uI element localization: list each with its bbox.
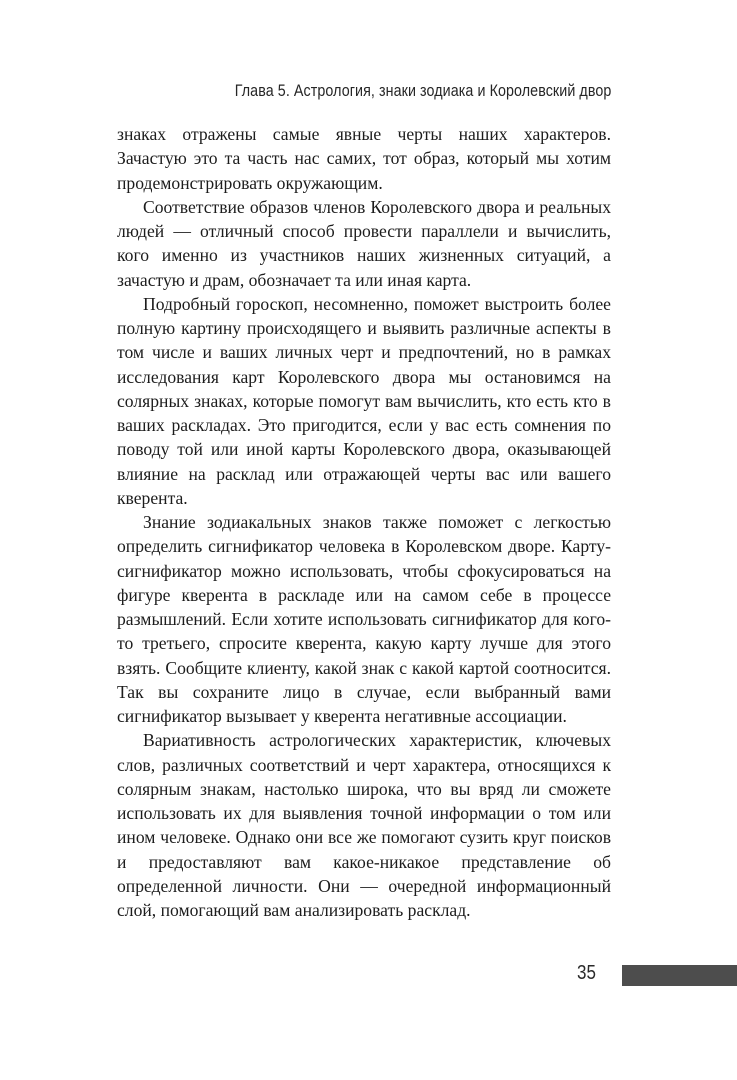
- page-number: 35: [577, 962, 596, 984]
- paragraph-1: знаках отражены самые явные черты наших характеров. Зачастую это та часть нас самих, тот образ, который мы хотим продемонстрировать окружающим.: [117, 124, 611, 193]
- body-text: [117, 122, 611, 922]
- running-header: Глава 5. Астрология, знаки зодиака и Королевский двор: [234, 81, 611, 100]
- paragraph-2: Соответствие образов членов Королевского двора и реальных людей — отличный способ провести параллели и вычислить, кого именно из участников наших жизненных ситуаций, а зачастую и драм, обозначает та или иная карта.: [117, 196, 611, 290]
- paragraph-4: Знание зодиакальных знаков также поможет с легкостью определить сигнификатор человека в Королевском дворе. Карту-сигнификатор можно использовать, чтобы сфокусироваться на фигуре кверента в раскладе или на самом себе в процессе размышлений. Если хотите использовать сигнификатор для кого-то третьего, спросите кверента, какую карту лучше для этого взять. Сообщите клиенту, какой знак с какой картой соотносится. Так вы сохраните лицо в случае, если выбранный вами сигнификатор вызывает у кверента негативные ассоциации.: [117, 512, 611, 726]
- paragraph-3: Подробный гороскоп, несомненно, поможет выстроить более полную картину происходящего и выявить различные аспекты в том числе и ваших личных черт и предпочтений, но в рамках исследования карт Королевского двора мы остановимся на солярных знаках, которые помогут вам вычислить, кто есть кто в ваших раскладах. Это пригодится, если у вас есть сомнения по поводу той или иной карты Королевского двора, оказывающей влияние на расклад или отражающей черты вас или вашего кверента.: [117, 293, 611, 508]
- page-number-bar: [622, 965, 737, 986]
- paragraph-5: Вариативность астрологических характеристик, ключевых слов, различных соответствий и черт характера, относящихся к солярным знакам, настолько широка, что вы вряд ли сможете использовать их для выявления точной информации о том или ином человеке. Однако они все же помогают сузить круг поисков и предоставляют вам какое-никакое представление об определенной личности. Они — очередной информационный слой, помогающий вам анализировать расклад.: [117, 730, 611, 920]
